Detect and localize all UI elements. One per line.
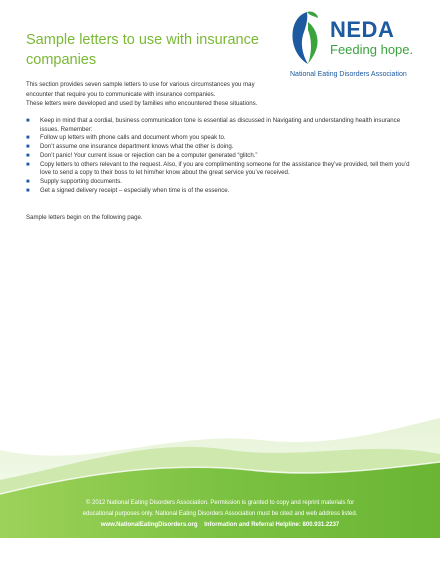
intro-line: This section provides seven sample letters to use for various circumstances you may — [26, 81, 255, 88]
list-item — [26, 117, 418, 134]
list-item-text: Follow up letters with phone calls and document whom you speak to. — [40, 134, 226, 142]
intro-paragraph — [26, 80, 406, 109]
footer-helpline: Information and Referral Helpline: 800.931.2237 — [204, 522, 340, 528]
list-item — [26, 178, 418, 187]
intro-line: These letters were developed and used by families who encountered these situations. — [26, 100, 258, 107]
bullet-icon: ■ — [26, 144, 30, 151]
list-item-text: Don’t assume one insurance department knows what the other is doing. — [40, 143, 234, 151]
page-title: Sample letters to use with insurance companies — [26, 32, 259, 68]
logo-name: NEDA — [330, 17, 395, 42]
list-item-text: Get a signed delivery receipt – especially when time is of the essence. — [40, 186, 230, 194]
footer-website-link[interactable]: www.NationalEatingDisorders.org — [100, 522, 198, 528]
list-item-text: Don’t panic! Your current issue or rejection can be a computer generated “glitch.” — [40, 151, 258, 159]
logo-organization: National Eating Disorders Association — [290, 71, 407, 78]
footer-permission: educational purposes only. National Eating Disorders Association must be cited and web address listed. — [82, 511, 358, 517]
closing-note: Sample letters begin on the following page. — [26, 214, 143, 221]
bullet-icon: ■ — [26, 152, 30, 159]
list-item — [26, 152, 418, 161]
bullet-icon: ■ — [26, 118, 30, 124]
list-item-text: Supply supporting documents. — [40, 177, 122, 185]
list-item-text: Keep in mind that a cordial, business communication tone is essential as discussed in Navigating and understanding health insurance issues. Remember: — [40, 117, 401, 133]
bullet-icon: ■ — [26, 135, 30, 142]
bullet-icon: ■ — [26, 178, 30, 185]
logo-tagline: Feeding hope. — [330, 42, 414, 57]
bullet-icon: ■ — [26, 187, 30, 194]
footer-copyright: © 2012 National Eating Disorders Association. Permission is granted to copy and reprint materials for — [85, 500, 355, 506]
intro-line: encounter that require you to communicate with insurance companies. — [26, 90, 216, 98]
neda-logo — [288, 8, 422, 80]
neda-logo-mark-icon — [288, 8, 326, 66]
list-item — [26, 143, 418, 152]
list-item-text: Copy letters to others relevant to the request. Also, if you are complimenting someone for the assistance they’ve provided, tell them you’d love to send a copy to their boss to let him/her know about the great service you’ve received. — [40, 160, 410, 177]
tips-list — [26, 117, 418, 195]
list-item — [26, 187, 418, 196]
footer — [30, 498, 410, 531]
footer-wave-decoration — [0, 410, 440, 569]
list-item — [26, 161, 418, 178]
footer-contact — [30, 520, 410, 531]
list-item — [26, 134, 418, 143]
bullet-icon: ■ — [26, 161, 30, 168]
